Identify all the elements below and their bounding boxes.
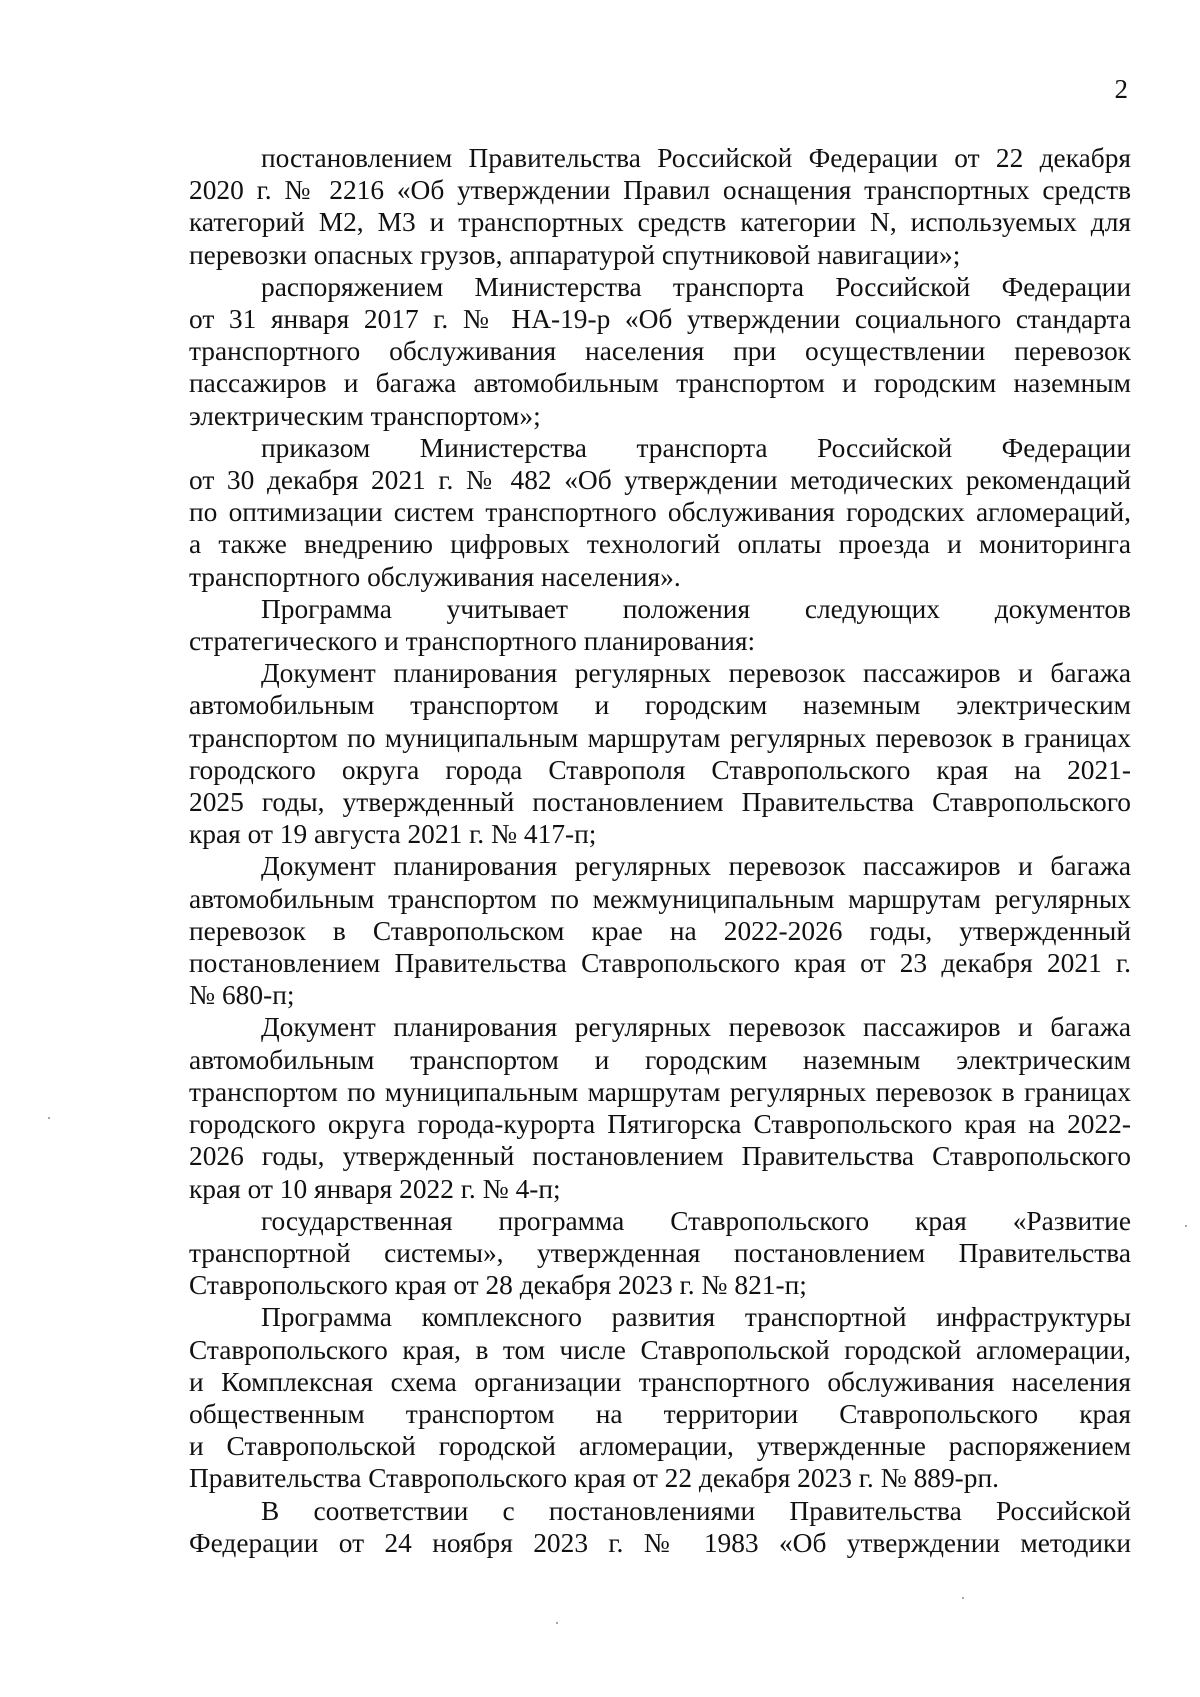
paragraph [189, 1205, 1131, 1302]
text-line: и Ставропольской городской агломерации, утвержденные распоряжением [189, 1431, 1131, 1462]
text-line: № 680-п; [189, 980, 295, 1011]
text-line: Ставропольского края, в том числе Ставропольской городской агломерации, [189, 1334, 1131, 1365]
scan-speck [556, 1622, 558, 1624]
paragraph [189, 593, 1131, 657]
text-line: постановлением Правительства Российской Федерации от 22 декабря [261, 143, 1131, 173]
text-line: автомобильным транспортом по межмуниципальным маршрутам регулярных [189, 883, 1131, 914]
text-line: постановлением Правительства Ставропольского края от 23 декабря 2021 г. [189, 948, 1131, 979]
text-line: государственная программа Ставропольского края «Развитие [261, 1205, 1131, 1236]
text-line: городского округа города Ставрополя Ставропольского края на 2021- [189, 754, 1131, 785]
text-line: приказом Министерства транспорта Российской Федерации [261, 432, 1131, 463]
text-line: от 31 января 2017 г. № НА-19-р «Об утверждении социального стандарта [189, 304, 1131, 335]
paragraph [189, 1495, 1131, 1559]
paragraph [189, 142, 1131, 271]
text-line: транспортной системы», утвержденная постановлением Правительства [189, 1237, 1131, 1268]
text-line: пассажиров и багажа автомобильным транспортом и городским наземным [189, 368, 1131, 399]
text-line: стратегического и транспортного планирования: [189, 626, 756, 657]
text-line: Документ планирования регулярных перевозок пассажиров и багажа [261, 851, 1131, 882]
text-line: от 30 декабря 2021 г. № 482 «Об утверждении методических рекомендаций [189, 465, 1131, 496]
document-body [189, 142, 1131, 1559]
paragraph [189, 1011, 1131, 1204]
text-line: края от 19 августа 2021 г. № 417-п; [189, 819, 597, 850]
scan-speck [48, 1117, 50, 1119]
text-line: 2026 годы, утвержденный постановлением Правительства Ставропольского [189, 1141, 1131, 1172]
scan-speck [1185, 1225, 1187, 1227]
text-line: перевозок в Ставропольском крае на 2022-2026 годы, утвержденный [189, 915, 1131, 946]
text-line: Правительства Ставропольского края от 22 декабря 2023 г. № 889-рп. [189, 1463, 1000, 1494]
text-line: В соответствии с постановлениями Правительства Российской [261, 1495, 1131, 1526]
page-number: 2 [1114, 74, 1128, 104]
paragraph [189, 657, 1131, 850]
text-line: городского округа города-курорта Пятигорска Ставропольского края на 2022- [189, 1109, 1131, 1140]
text-line: и Комплексная схема организации транспортного обслуживания населения [189, 1366, 1131, 1397]
text-line: края от 10 января 2022 г. № 4-п; [189, 1173, 561, 1204]
text-line: Федерации от 24 ноября 2023 г. № 1983 «Об утверждении методики [189, 1527, 1131, 1558]
text-line: общественным транспортом на территории Ставропольского края [189, 1398, 1131, 1429]
text-line: автомобильным транспортом и городским наземным электрическим [189, 1044, 1131, 1075]
text-line: распоряжением Министерства транспорта Российской Федерации [261, 271, 1131, 302]
scan-speck [962, 1597, 964, 1599]
text-line: а также внедрению цифровых технологий оплаты проезда и мониторинга [189, 529, 1131, 560]
text-line: категорий М2, М3 и транспортных средств категории N, используемых для [189, 207, 1131, 238]
text-line: 2025 годы, утвержденный постановлением Правительства Ставропольского [189, 787, 1131, 818]
text-line: 2020 г. № 2216 «Об утверждении Правил оснащения транспортных средств [189, 175, 1131, 206]
text-line: Ставропольского края от 28 декабря 2023 г. № 821-п; [189, 1270, 807, 1301]
text-line: транспортного обслуживания населения при осуществлении перевозок [189, 336, 1131, 367]
text-line: по оптимизации систем транспортного обслуживания городских агломераций, [189, 497, 1131, 528]
text-line: Программа учитывает положения следующих документов [261, 593, 1131, 624]
paragraph [189, 850, 1131, 1011]
text-line: транспортом по муниципальным маршрутам регулярных перевозок в границах [189, 722, 1131, 753]
text-line: автомобильным транспортом и городским наземным электрическим [189, 690, 1131, 721]
paragraph [189, 271, 1131, 432]
paragraph [189, 432, 1131, 593]
text-line: транспортного обслуживания населения». [189, 561, 681, 592]
text-line: транспортом по муниципальным маршрутам регулярных перевозок в границах [189, 1076, 1131, 1107]
text-line: Документ планирования регулярных перевозок пассажиров и багажа [261, 658, 1131, 689]
text-line: электрическим транспортом»; [189, 400, 541, 431]
text-line: Документ планирования регулярных перевозок пассажиров и багажа [261, 1012, 1131, 1043]
paragraph [189, 1301, 1131, 1494]
text-line: перевозки опасных грузов, аппаратурой спутниковой навигации»; [189, 239, 961, 270]
text-line: Программа комплексного развития транспортной инфраструктуры [261, 1302, 1131, 1333]
